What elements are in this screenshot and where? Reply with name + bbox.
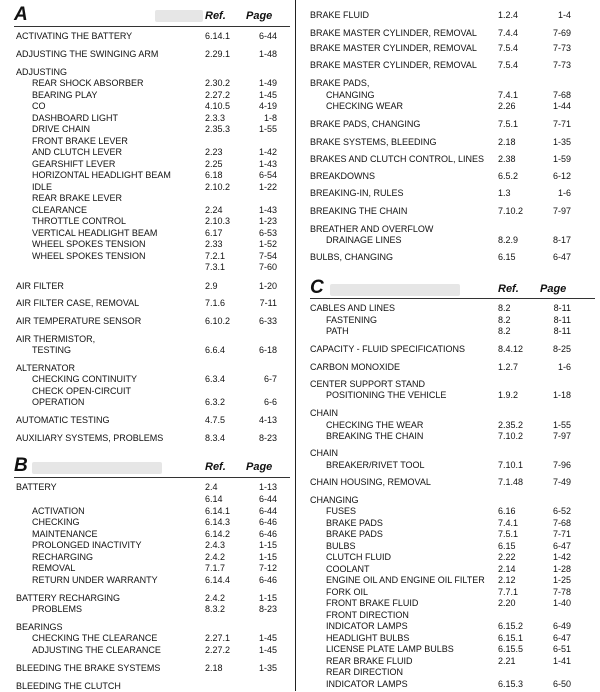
entry-page: 6-47 xyxy=(552,541,571,551)
entry-page: 1-28 xyxy=(552,564,571,574)
entry-ref: 7.1.7 xyxy=(205,563,226,573)
entry-ref: 1.3 xyxy=(498,188,511,198)
entry-label: REMOVAL xyxy=(32,563,76,573)
entry-label: AUXILIARY SYSTEMS, PROBLEMS xyxy=(16,433,164,443)
entry-page: 6-18 xyxy=(258,345,277,355)
entry-ref: 2.21 xyxy=(498,656,516,666)
entry-label: ENGINE OIL AND ENGINE OIL FILTER xyxy=(326,575,485,585)
section-c-header-smudge xyxy=(330,284,460,296)
entry-page: 1-23 xyxy=(258,216,277,226)
entry-label: POSITIONING THE VEHICLE xyxy=(326,390,447,400)
entry-label: BREAKER/RIVET TOOL xyxy=(326,460,425,470)
entry-label: FASTENING xyxy=(326,315,378,325)
entry-label: AND CLUTCH LEVER xyxy=(32,147,123,157)
entry-page: 7-60 xyxy=(258,262,277,272)
entry-page: 1-52 xyxy=(258,239,277,249)
entry-label: INDICATOR LAMPS xyxy=(326,679,408,689)
entry-label: CHECK OPEN-CIRCUIT xyxy=(32,386,132,396)
entry-page: 7-73 xyxy=(552,60,571,70)
entry-label: REAR DIRECTION xyxy=(326,667,404,677)
entry-ref: 2.10.3 xyxy=(205,216,231,226)
entry-page: 7-68 xyxy=(552,90,571,100)
entry-label: BREAKING THE CHAIN xyxy=(310,206,408,216)
entry-ref: 1.9.2 xyxy=(498,390,519,400)
entry-label: BREAKDOWNS xyxy=(310,171,376,181)
entry-label: BRAKE PADS xyxy=(326,529,383,539)
entry-label: CHAIN xyxy=(310,408,339,418)
entry-page: 6-6 xyxy=(263,397,277,407)
entry-label: CABLES AND LINES xyxy=(310,303,396,313)
entry-page: 8-17 xyxy=(552,235,571,245)
entry-ref: 2.33 xyxy=(205,239,223,249)
entry-page: 7-68 xyxy=(552,518,571,528)
entry-ref: 7.10.1 xyxy=(498,460,524,470)
entry-label: VERTICAL HEADLIGHT BEAM xyxy=(32,228,158,238)
entry-page: 1-35 xyxy=(552,137,571,147)
entry-ref: 6.15 xyxy=(498,541,516,551)
entry-ref: 7.2.1 xyxy=(205,251,226,261)
entry-label: BRAKE PADS, CHANGING xyxy=(310,119,421,129)
entry-ref: 6.15.3 xyxy=(498,679,524,689)
entry-page: 6-54 xyxy=(258,170,277,180)
entry-page: 1-40 xyxy=(552,598,571,608)
section-b-rule xyxy=(14,477,290,478)
entry-ref: 6.15.2 xyxy=(498,621,524,631)
entry-ref: 6.14.2 xyxy=(205,529,231,539)
entry-ref: 6.3.2 xyxy=(205,397,226,407)
entry-ref: 8.3.2 xyxy=(205,604,226,614)
entry-page: 1-45 xyxy=(258,645,277,655)
entry-label: CHECKING xyxy=(32,517,80,527)
entry-page: 6-53 xyxy=(258,228,277,238)
entry-ref: 6.15.1 xyxy=(498,633,524,643)
entry-label: FORK OIL xyxy=(326,587,369,597)
entry-label: CHECKING THE CLEARANCE xyxy=(32,633,158,643)
entry-page: 1-13 xyxy=(258,482,277,492)
entry-page: 1-6 xyxy=(557,362,571,372)
entry-label: BRAKE PADS, xyxy=(310,78,370,88)
entry-ref: 6.18 xyxy=(205,170,223,180)
entry-label: ALTERNATOR xyxy=(16,363,76,373)
entry-ref: 2.23 xyxy=(205,147,223,157)
entry-page: 1-15 xyxy=(258,552,277,562)
entry-label: AUTOMATIC TESTING xyxy=(16,415,110,425)
section-letter-c: C xyxy=(310,277,324,298)
entry-page: 7-49 xyxy=(552,477,571,487)
entry-ref: 7.10.2 xyxy=(498,431,524,441)
entry-label: AIR FILTER CASE, REMOVAL xyxy=(16,298,140,308)
entry-label: DRAINAGE LINES xyxy=(326,235,402,245)
section-b-page-header: Page xyxy=(246,461,273,473)
entry-page: 6-44 xyxy=(258,31,277,41)
section-b-header-smudge xyxy=(32,462,162,474)
section-a-rule xyxy=(14,26,290,27)
entry-page: 7-78 xyxy=(552,587,571,597)
entry-page: 7-12 xyxy=(258,563,277,573)
entry-ref: 8.3.4 xyxy=(205,433,226,443)
entry-page: 7-96 xyxy=(552,460,571,470)
entry-label: OPERATION xyxy=(32,397,85,407)
entry-page: 7-71 xyxy=(552,119,571,129)
entry-label: CHECKING WEAR xyxy=(326,101,404,111)
entry-ref: 2.35.3 xyxy=(205,124,231,134)
entry-ref: 7.4.1 xyxy=(498,90,519,100)
entry-label: MAINTENANCE xyxy=(32,529,98,539)
entry-label: HORIZONTAL HEADLIGHT BEAM xyxy=(32,170,171,180)
entry-label: LICENSE PLATE LAMP BULBS xyxy=(326,644,454,654)
entry-ref: 2.18 xyxy=(498,137,516,147)
entry-label: PATH xyxy=(326,326,349,336)
entry-label: COOLANT xyxy=(326,564,370,574)
entry-ref: 2.27.2 xyxy=(205,645,231,655)
entry-label: REAR BRAKE LEVER xyxy=(32,193,123,203)
section-a-header-smudge xyxy=(155,10,203,22)
entry-label: CHECKING THE WEAR xyxy=(326,420,424,430)
entry-ref: 7.4.4 xyxy=(498,28,519,38)
entry-page: 6-52 xyxy=(552,506,571,516)
entry-ref: 2.22 xyxy=(498,552,516,562)
entry-page: 8-25 xyxy=(552,344,571,354)
entry-ref: 6.14 xyxy=(205,494,223,504)
entry-label: HEADLIGHT BULBS xyxy=(326,633,410,643)
entry-ref: 4.10.5 xyxy=(205,101,231,111)
entry-page: 1-6 xyxy=(557,188,571,198)
entry-ref: 2.4 xyxy=(205,482,218,492)
entry-ref: 6.14.1 xyxy=(205,31,231,41)
entry-label: ACTIVATING THE BATTERY xyxy=(16,31,133,41)
entry-ref: 6.5.2 xyxy=(498,171,519,181)
entry-label: AIR THERMISTOR, xyxy=(16,334,96,344)
entry-ref: 6.14.3 xyxy=(205,517,231,527)
entry-page: 7-97 xyxy=(552,206,571,216)
entry-page: 1-25 xyxy=(552,575,571,585)
entry-label: BRAKE MASTER CYLINDER, REMOVAL xyxy=(310,43,477,53)
entry-label: BULBS, CHANGING xyxy=(310,252,394,262)
entry-label: FRONT BRAKE LEVER xyxy=(32,136,128,146)
entry-ref: 8.2 xyxy=(498,303,511,313)
entry-page: 8-23 xyxy=(258,433,277,443)
entry-page: 1-48 xyxy=(258,49,277,59)
entry-ref: 7.1.6 xyxy=(205,298,226,308)
entry-ref: 6.14.1 xyxy=(205,506,231,516)
section-letter-a: A xyxy=(14,4,28,25)
entry-label: WHEEL SPOKES TENSION xyxy=(32,239,146,249)
entry-label: CAPACITY - FLUID SPECIFICATIONS xyxy=(310,344,466,354)
entry-ref: 2.27.2 xyxy=(205,90,231,100)
entry-ref: 6.14.4 xyxy=(205,575,231,585)
section-c-ref-header: Ref. xyxy=(498,283,519,295)
entry-ref: 2.18 xyxy=(205,663,223,673)
section-c-page-header: Page xyxy=(540,283,567,295)
entry-page: 1-4 xyxy=(557,10,571,20)
entry-label: CHANGING xyxy=(326,90,375,100)
entry-page: 8-11 xyxy=(553,326,571,336)
entry-label: BRAKE MASTER CYLINDER, REMOVAL xyxy=(310,28,477,38)
entry-ref: 7.5.4 xyxy=(498,43,519,53)
entry-ref: 2.4.3 xyxy=(205,540,226,550)
entry-label: BRAKE SYSTEMS, BLEEDING xyxy=(310,137,437,147)
entry-page: 7-97 xyxy=(552,431,571,441)
entry-label: REAR SHOCK ABSORBER xyxy=(32,78,144,88)
entry-ref: 1.2.7 xyxy=(498,362,519,372)
entry-label: BREAKING-IN, RULES xyxy=(310,188,404,198)
entry-ref: 2.24 xyxy=(205,205,223,215)
entry-label: CLUTCH FLUID xyxy=(326,552,392,562)
entry-ref: 2.20 xyxy=(498,598,516,608)
entry-ref: 2.29.1 xyxy=(205,49,231,59)
section-letter-b: B xyxy=(14,455,28,476)
entry-label: BRAKES AND CLUTCH CONTROL, LINES xyxy=(310,154,485,164)
entry-page: 6-46 xyxy=(258,575,277,585)
entry-page: 8-11 xyxy=(553,315,571,325)
entry-page: 6-33 xyxy=(258,316,277,326)
entry-ref: 7.5.4 xyxy=(498,60,519,70)
entry-label: BEARINGS xyxy=(16,622,63,632)
entry-page: 8-23 xyxy=(258,604,277,614)
entry-ref: 2.3.3 xyxy=(205,113,226,123)
entry-label: CLEARANCE xyxy=(32,205,88,215)
entry-page: 1-49 xyxy=(258,78,277,88)
section-b-ref-header: Ref. xyxy=(205,461,226,473)
entry-label: WHEEL SPOKES TENSION xyxy=(32,251,146,261)
entry-label: BEARING PLAY xyxy=(32,90,98,100)
entry-label: FUSES xyxy=(326,506,357,516)
entry-ref: 2.25 xyxy=(205,159,223,169)
entry-ref: 7.3.1 xyxy=(205,262,226,272)
entry-page: 6-47 xyxy=(552,252,571,262)
entry-ref: 2.26 xyxy=(498,101,516,111)
entry-label: CENTER SUPPORT STAND xyxy=(310,379,426,389)
entry-page: 1-42 xyxy=(552,552,571,562)
entry-ref: 6.10.2 xyxy=(205,316,231,326)
entry-page: 1-44 xyxy=(552,101,571,111)
entry-ref: 2.12 xyxy=(498,575,516,585)
entry-page: 7-54 xyxy=(258,251,277,261)
entry-ref: 8.2.9 xyxy=(498,235,519,245)
entry-label: AIR TEMPERATURE SENSOR xyxy=(16,316,142,326)
entry-ref: 2.4.2 xyxy=(205,552,226,562)
entry-ref: 2.10.2 xyxy=(205,182,231,192)
entry-label: BATTERY xyxy=(16,482,57,492)
entry-ref: 2.4.2 xyxy=(205,593,226,603)
entry-ref: 6.15.5 xyxy=(498,644,524,654)
entry-label: ACTIVATION xyxy=(32,506,85,516)
entry-page: 6-44 xyxy=(258,506,277,516)
entry-ref: 2.30.2 xyxy=(205,78,231,88)
entry-label: PROLONGED INACTIVITY xyxy=(32,540,142,550)
entry-ref: 7.1.48 xyxy=(498,477,524,487)
entry-label: FRONT BRAKE FLUID xyxy=(326,598,419,608)
entry-label: ADJUSTING THE SWINGING ARM xyxy=(16,49,159,59)
entry-label: GEARSHIFT LEVER xyxy=(32,159,116,169)
entry-label: ADJUSTING THE CLEARANCE xyxy=(32,645,161,655)
entry-label: CARBON MONOXIDE xyxy=(310,362,401,372)
entry-ref: 2.38 xyxy=(498,154,516,164)
entry-label: REAR BRAKE FLUID xyxy=(326,656,413,666)
entry-page: 1-8 xyxy=(263,113,277,123)
entry-page: 1-35 xyxy=(258,663,277,673)
entry-page: 6-49 xyxy=(552,621,571,631)
entry-label: FRONT DIRECTION xyxy=(326,610,409,620)
entry-page: 6-44 xyxy=(258,494,277,504)
entry-page: 6-51 xyxy=(552,644,571,654)
entry-label: BREATHER AND OVERFLOW xyxy=(310,224,434,234)
entry-ref: 8.2 xyxy=(498,326,511,336)
entry-ref: 6.3.4 xyxy=(205,374,226,384)
entry-ref: 7.5.1 xyxy=(498,119,519,129)
entry-ref: 6.15 xyxy=(498,252,516,262)
entry-label: CO xyxy=(32,101,46,111)
entry-ref: 8.2 xyxy=(498,315,511,325)
entry-page: 1-43 xyxy=(258,159,277,169)
entry-page: 1-18 xyxy=(552,390,571,400)
entry-page: 1-41 xyxy=(552,656,571,666)
entry-ref: 6.16 xyxy=(498,506,516,516)
entry-label: IDLE xyxy=(32,182,53,192)
entry-page: 7-11 xyxy=(259,298,277,308)
entry-label: BREAKING THE CHAIN xyxy=(326,431,424,441)
entry-page: 1-45 xyxy=(258,633,277,643)
entry-label: DRIVE CHAIN xyxy=(32,124,91,134)
entry-ref: 8.4.12 xyxy=(498,344,524,354)
entry-page: 7-71 xyxy=(552,529,571,539)
entry-page: 6-7 xyxy=(263,374,277,384)
entry-label: TESTING xyxy=(32,345,72,355)
entry-page: 1-59 xyxy=(552,154,571,164)
entry-label: BLEEDING THE CLUTCH xyxy=(16,681,121,691)
entry-label: BULBS xyxy=(326,541,356,551)
entry-page: 4-13 xyxy=(258,415,277,425)
entry-ref: 7.5.1 xyxy=(498,529,519,539)
entry-ref: 6.17 xyxy=(205,228,223,238)
entry-label: DASHBOARD LIGHT xyxy=(32,113,119,123)
entry-label: BRAKE FLUID xyxy=(310,10,370,20)
entry-label: BLEEDING THE BRAKE SYSTEMS xyxy=(16,663,161,673)
section-a-page-header: Page xyxy=(246,10,273,22)
entry-label: CHANGING xyxy=(310,495,359,505)
entry-label: BATTERY RECHARGING xyxy=(16,593,121,603)
entry-ref: 7.7.1 xyxy=(498,587,519,597)
entry-label: BRAKE MASTER CYLINDER, REMOVAL xyxy=(310,60,477,70)
entry-page: 6-47 xyxy=(552,633,571,643)
entry-page: 1-20 xyxy=(258,281,277,291)
entry-page: 6-50 xyxy=(552,679,571,689)
entry-page: 4-19 xyxy=(258,101,277,111)
entry-page: 6-46 xyxy=(258,529,277,539)
entry-label: ADJUSTING xyxy=(16,67,68,77)
entry-label: BRAKE PADS xyxy=(326,518,383,528)
entry-page: 1-42 xyxy=(258,147,277,157)
entry-page: 8-11 xyxy=(553,303,571,313)
entry-label: THROTTLE CONTROL xyxy=(32,216,127,226)
entry-ref: 6.6.4 xyxy=(205,345,226,355)
entry-ref: 7.10.2 xyxy=(498,206,524,216)
entry-ref: 7.4.1 xyxy=(498,518,519,528)
entry-label: RETURN UNDER WARRANTY xyxy=(32,575,158,585)
entry-ref: 1.2.4 xyxy=(498,10,519,20)
entry-ref: 2.35.2 xyxy=(498,420,524,430)
entry-page: 7-73 xyxy=(552,43,571,53)
column-divider xyxy=(295,0,296,691)
entry-page: 7-69 xyxy=(552,28,571,38)
section-c-rule xyxy=(310,298,595,299)
entry-label: PROBLEMS xyxy=(32,604,83,614)
section-a-ref-header: Ref. xyxy=(205,10,226,22)
entry-label: AIR FILTER xyxy=(16,281,64,291)
entry-page: 1-43 xyxy=(258,205,277,215)
entry-label: INDICATOR LAMPS xyxy=(326,621,408,631)
entry-label: CHAIN HOUSING, REMOVAL xyxy=(310,477,431,487)
entry-page: 1-15 xyxy=(258,593,277,603)
entry-page: 1-55 xyxy=(552,420,571,430)
entry-ref: 2.14 xyxy=(498,564,516,574)
entry-page: 1-22 xyxy=(258,182,277,192)
entry-label: RECHARGING xyxy=(32,552,94,562)
entry-label: CHECKING CONTINUITY xyxy=(32,374,138,384)
entry-page: 1-45 xyxy=(258,90,277,100)
entry-page: 6-12 xyxy=(552,171,571,181)
entry-page: 6-46 xyxy=(258,517,277,527)
entry-ref: 2.27.1 xyxy=(205,633,231,643)
entry-ref: 4.7.5 xyxy=(205,415,226,425)
entry-page: 1-55 xyxy=(258,124,277,134)
entry-page: 1-15 xyxy=(258,540,277,550)
entry-ref: 2.9 xyxy=(205,281,218,291)
entry-label: CHAIN xyxy=(310,448,339,458)
